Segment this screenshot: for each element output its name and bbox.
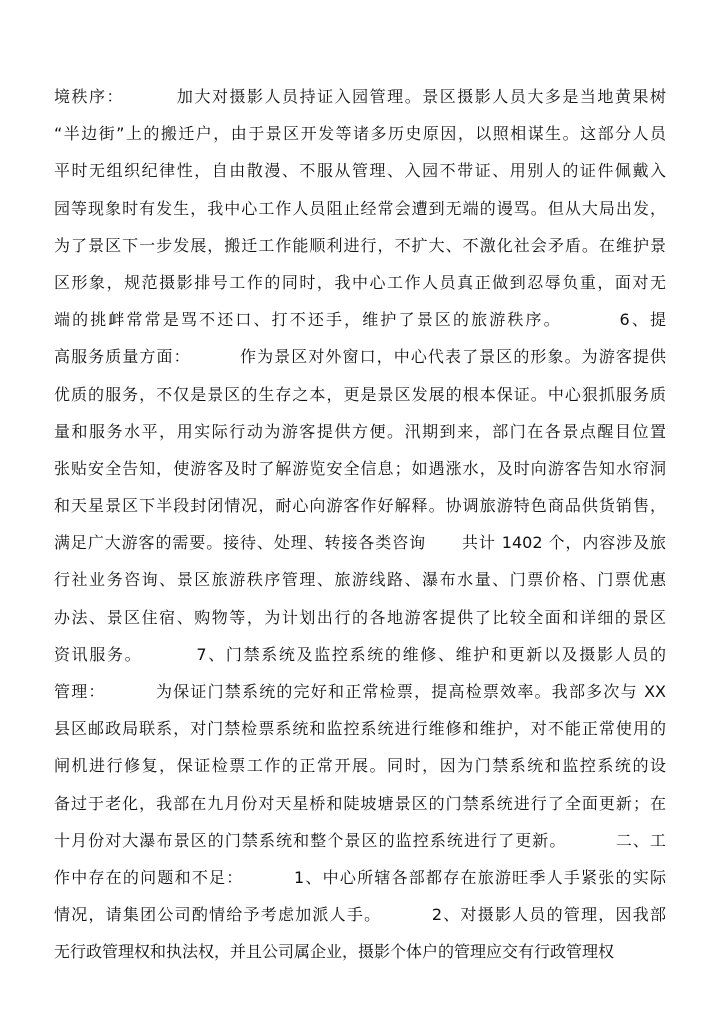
text-line-1: 境秩序： 加大对摄影人员持证入园管理。景区摄影人员大多是当地黄果树 — [54, 87, 666, 106]
text-line-15: 办法、景区住宿、购物等，为计划出行的各地游客提供了比较全面和详细的景区 — [54, 607, 666, 627]
text-line-21: 十月份对大瀑布景区的门禁系统和整个景区的监控系统进行了更新。 二、工 — [54, 830, 666, 850]
text-line-14: 行社业务咨询、景区旅游秩序管理、旅游线路、瀑布水量、门票价格、门票优惠 — [54, 570, 666, 590]
text-line-11: 张贴安全告知，使游客及时了解游览安全信息；如遇涨水，及时向游客告知水帘洞 — [54, 458, 666, 478]
text-line-3: 平时无组织纪律性，自由散漫、不服从管理、入园不带证、用别人的证件佩戴入 — [54, 161, 666, 181]
text-line-20: 备过于老化，我部在九月份对天星桥和陡坡塘景区的门禁系统进行了全面更新；在 — [54, 793, 666, 813]
text-line-8: 高服务质量方面： 作为景区对外窗口，中心代表了景区的形象。为游客提供 — [54, 347, 666, 367]
body-text — [54, 78, 666, 971]
text-line-22: 作中存在的问题和不足： 1、中心所辖各部都存在旅游旺季人手紧张的实际 — [54, 867, 666, 887]
text-line-17: 管理： 为保证门禁系统的完好和正常检票，提高检票效率。我部多次与 XX — [54, 682, 666, 701]
text-line-2: “半边街”上的搬迁户，由于景区开发等诸多历史原因，以照相谋生。这部分人员 — [54, 124, 666, 144]
text-line-24: 无行政管理权和执法权，并且公司属企业，摄影个体户的管理应交有行政管理权 — [54, 942, 615, 962]
text-line-12: 和天星景区下半段封闭情况，耐心向游客作好解释。协调旅游特色商品供货销售， — [54, 496, 666, 516]
text-line-9: 优质的服务，不仅是景区的生存之本，更是景区发展的根本保证。中心狠抓服务质 — [54, 384, 666, 404]
text-line-4: 园等现象时有发生，我中心工作人员阻止经常会遭到无端的谩骂。但从大局出发， — [54, 198, 666, 218]
text-line-10: 量和服务水平，用实际行动为游客提供方便。汛期到来，部门在各景点醒目位置 — [54, 421, 666, 441]
text-line-16: 资讯服务。 7、门禁系统及监控系统的维修、维护和更新以及摄影人员的 — [54, 644, 666, 664]
text-line-23: 情况，请集团公司酌情给予考虑加派人手。 2、对摄影人员的管理，因我部 — [54, 905, 666, 925]
text-line-6: 区形象，规范摄影排号工作的同时，我中心工作人员真正做到忍辱负重，面对无 — [54, 272, 666, 292]
text-line-5: 为了景区下一步发展，搬迁工作能顺利进行，不扩大、不激化社会矛盾。在维护景 — [54, 235, 666, 255]
text-line-18: 县区邮政局联系，对门禁检票系统和监控系统进行维修和维护，对不能正常使用的 — [54, 719, 666, 739]
text-line-13: 满足广大游客的需要。接待、处理、转接各类咨询 共计 1402 个，内容涉及旅 — [54, 533, 666, 553]
text-line-19: 闸机进行修复，保证检票工作的正常开展。同时，因为门禁系统和监控系统的设 — [54, 756, 666, 776]
text-line-7: 端的挑衅常常是骂不还口、打不还手，维护了景区的旅游秩序。 6、提 — [54, 310, 666, 330]
